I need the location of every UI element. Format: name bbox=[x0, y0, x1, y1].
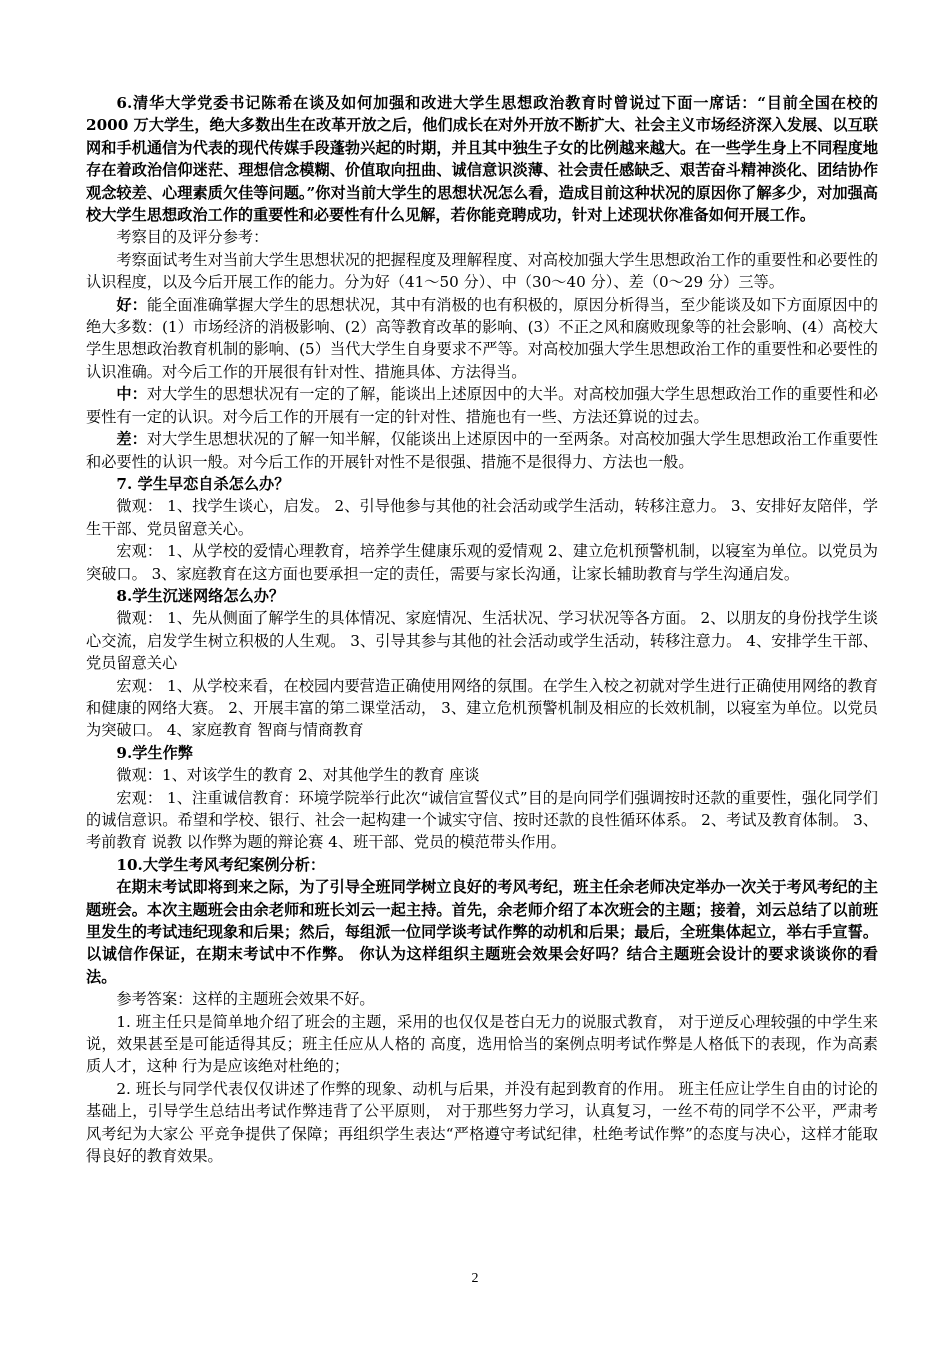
document-body bbox=[86, 92, 878, 1168]
assessment-heading: 考察目的及评分参考： bbox=[116, 228, 269, 247]
question-8-title: 8.学生沉迷网络怎么办？ bbox=[116, 586, 285, 605]
question-8-micro: 微观： 1、先从侧面了解学生的具体情况、家庭情况、生活状况、学习状况等各方面。 2、以朋友的身份找学生谈心交流，启发学生树立积极的人生观。 3、引导其参与其他的社会活动或学生活动，转移注意力。 4、安排学生干部、党员留意关心 bbox=[86, 609, 878, 673]
question-7-macro: 宏观： 1、从学校的爱情心理教育，培养学生健康乐观的爱情观 2、建立危机预警机制，以寝室为单位。以党员为突破口。 3、家庭教育在这方面也要承担一定的责任，需要与家长沟通，让家长辅助教育与学生沟通启发。 bbox=[86, 542, 878, 583]
grade-good-text: 能全面准确掌握大学生的思想状况，其中有消极的也有积极的，原因分析得当，至少能谈及如下方面原因中的绝大多数：(1）市场经济的消极影响、(2）高等教育改革的影响、(3）不正之风和腐败现象等的社会影响、(4）高校大学生思想政治教育机制的影响、(5）当代大学生自身要求不严等。对高校加强大学生思想政治工作的重要性和必要性的认识准确。对今后工作的开展很有针对性、措施具体、方法得当。 bbox=[86, 295, 879, 381]
grade-medium bbox=[86, 383, 878, 428]
question-10-answer-intro: 参考答案：这样的主题班会效果不好。 bbox=[116, 990, 375, 1009]
grade-medium-text: 对大学生的思想状况有一定的了解，能谈出上述原因中的大半。对高校加强大学生思想政治工作的重要性和必要性有一定的认识。对今后工作的开展有一定的针对性、措施也有一些、方法还算说的过去。 bbox=[86, 385, 879, 426]
question-7-micro: 微观： 1、找学生谈心，启发。 2、引导他参与其他的社会活动或学生活动，转移注意力。 3、安排好友陪伴，学生干部、党员留意关心。 bbox=[86, 497, 878, 538]
grade-medium-label: 中： bbox=[116, 385, 147, 404]
assessment-text: 考察面试考生对当前大学生思想状况的把握程度及理解程度、对高校加强大学生思想政治工作的重要性和必要性的认识程度，以及今后开展工作的能力。分为好（41～50 分）、中（30～40 分）、差（0～29 分）三等。 bbox=[86, 250, 878, 292]
question-10-title: 10.大学生考风考纪案例分析： bbox=[116, 855, 326, 874]
question-10-answer-2: 2. 班长与同学代表仅仅讲述了作弊的现象、动机与后果，并没有起到教育的作用。 班主任应让学生自由的讨论的基础上，引导学生总结出考试作弊违背了公平原则， 对于那些努力学习，认真复习，一丝不苟的同学不公平，严肃考风考纪为大家公 平竞争提供了保障；再组织学生表达“严格遵守考试纪律，杜绝考试作弊”的态度与决心，这样才能取得良好的教育效果。 bbox=[86, 1079, 878, 1166]
question-10-case: 在期末考试即将到来之际，为了引导全班同学树立良好的考风考纪，班主任余老师决定举办一次关于考风考纪的主题班会。本次主题班会由余老师和班长刘云一起主持。首先，余老师介绍了本次班会的主题；接着，刘云总结了以前班里发生的考试违纪现象和后果；然后，每组派一位同学谈考试作弊的动机和后果；最后，全班集体起立，举右手宣誓。以诚信作保证，在期末考试中不作弊。 你认为这样组织主题班会效果会好吗？结合主题班会设计的要求谈谈你的看法。 bbox=[86, 878, 878, 986]
question-9-macro: 宏观： 1、注重诚信教育：环境学院举行此次“诚信宣誓仪式”目的是向同学们强调按时还款的重要性，强化同学们的诚信意识。希望和学校、银行、社会一起构建一个诚实守信、按时还款的良性循环体系。 2、考试及教育体制。 3、考前教育 说教 以作弊为题的辩论赛 4、班干部、党员的模范带头作用。 bbox=[86, 788, 878, 852]
grade-poor-label: 差： bbox=[116, 430, 147, 449]
question-10-answer-1: 1. 班主任只是简单地介绍了班会的主题，采用的也仅仅是苍白无力的说服式教育， 对于逆反心理较强的中学生来说，效果甚至是可能适得其反；班主任应从人格的 高度，选用恰当的案例点明考试作弊是人格低下的表现，作为高素质人才，这种 行为是应该绝对杜绝的； bbox=[86, 1012, 878, 1076]
question-9-micro: 微观：1、对该学生的教育 2、对其他学生的教育 座谈 bbox=[116, 766, 480, 785]
grade-poor bbox=[86, 428, 878, 473]
question-9-title: 9.学生作弊 bbox=[116, 743, 193, 762]
grade-poor-text: 对大学生思想状况的了解一知半解，仅能谈出上述原因中的一至两条。对高校加强大学生思想政治工作重要性和必要性的认识一般。对今后工作的开展针对性不是很强、措施不是很得力、方法也一般。 bbox=[86, 430, 879, 471]
question-8-macro: 宏观： 1、从学校来看，在校园内要营造正确使用网络的氛围。在学生入校之初就对学生进行正确使用网络的教育和健康的网络大赛。 2、开展丰富的第二课堂活动， 3、建立危机预警机制及相应的长效机制，以寝室为单位。以党员为突破口。 4、家庭教育 智商与情商教育 bbox=[86, 676, 878, 740]
grade-good bbox=[86, 294, 878, 384]
grade-good-label: 好： bbox=[116, 295, 147, 314]
page-number: 2 bbox=[471, 1271, 479, 1286]
question-7-title: 7. 学生早恋自杀怎么办？ bbox=[116, 474, 290, 493]
question-6: 6.清华大学党委书记陈希在谈及如何加强和改进大学生思想政治教育时曾说过下面一席话：“目前全国在校的 2000 万大学生，绝大多数出生在改革开放之后，他们成长在对外开放不断扩大、社会主义市场经济深入发展、以互联网和手机通信为代表的现代传媒手段蓬勃兴起的时期，并且其中独生子女的比例越来越大。在一些学生身上不同程度地存在着政治信仰迷茫、理想信念模糊、价值取向扭曲、诚信意识淡薄、社会责任感缺乏、艰苦奋斗精神淡化、团结协作观念较差、心理素质欠佳等问题。”你对当前大学生的思想状况怎么看，造成目前这种状况的原因你了解多少，对加强高校大学生思想政治工作的重要性和必要性有什么见解，若你能竞聘成功，针对上述现状你准备如何开展工作。 bbox=[86, 94, 878, 225]
